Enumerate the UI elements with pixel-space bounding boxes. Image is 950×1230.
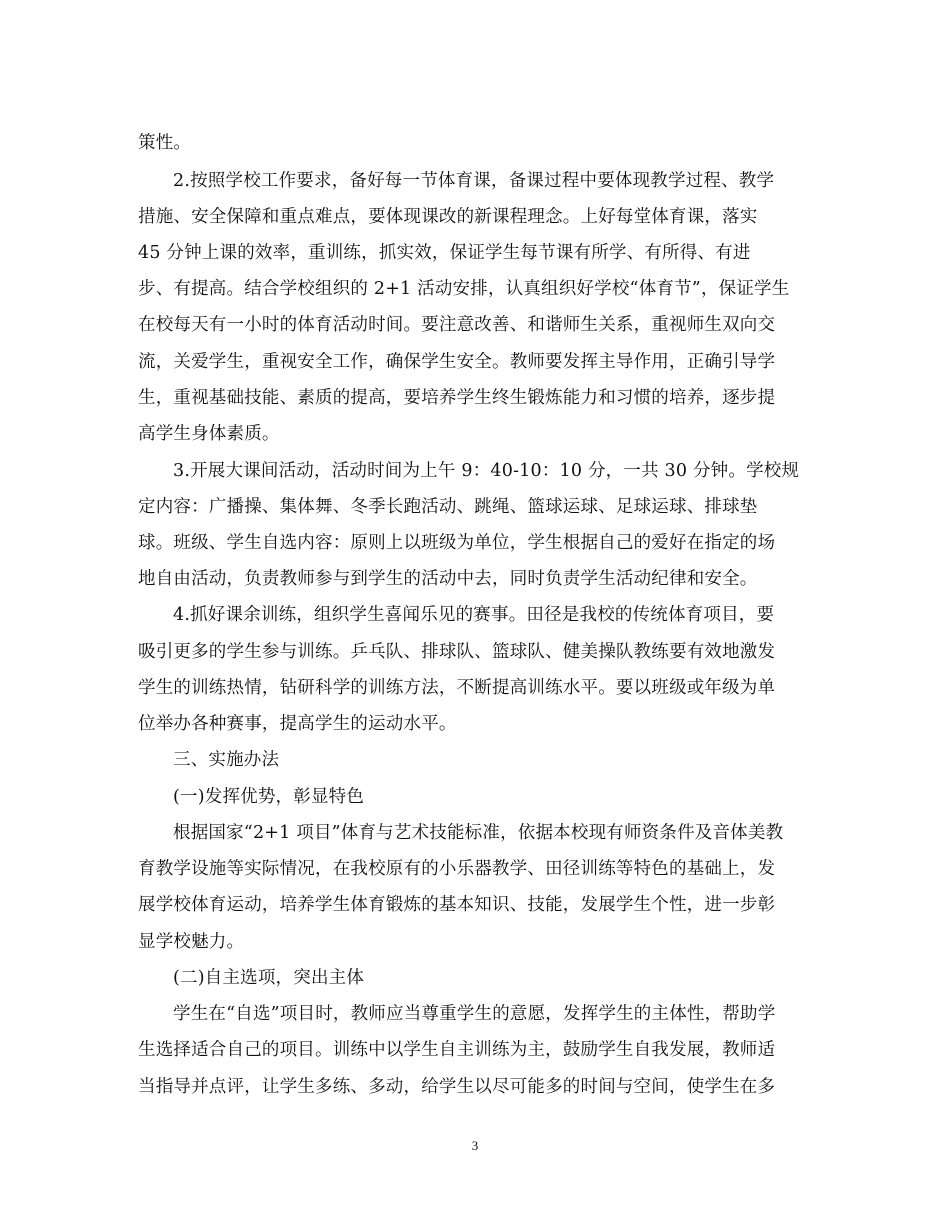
page-number: 3: [471, 1138, 479, 1153]
section-heading: 三、实施办法: [173, 750, 280, 770]
text-line: 根据国家“2+1 项目”体育与艺术技能标准，依据本校现有师资条件及音体美教: [173, 823, 784, 843]
text-line: 定内容：广播操、集体舞、冬季长跑活动、跳绳、篮球运球、足球运球、排球垫: [138, 497, 758, 517]
text-line: 措施、安全保障和重点难点，要体现课改的新课程理念。上好每堂体育课，落实: [138, 207, 758, 227]
text-line: 生选择适合自己的项目。训练中以学生自主训练为主，鼓励学生自我发展，教师适: [138, 1040, 776, 1060]
text-line: 策性。: [138, 133, 192, 153]
text-line: 在校每天有一小时的体育活动时间。要注意改善、和谐师生关系，重视师生双向交: [138, 315, 776, 335]
text-line: 地自由活动，负责教师参与到学生的活动中去，同时负责学生活动纪律和安全。: [138, 569, 758, 589]
text-line: 流，关爱学生，重视安全工作，确保学生安全。教师要发挥主导作用，正确引导学: [138, 352, 776, 372]
text-line: 高学生身体素质。: [138, 424, 280, 444]
text-line: 当指导并点评，让学生多练、多动，给学生以尽可能多的时间与空间，使学生在多: [138, 1077, 776, 1097]
text-line: 育教学设施等实际情况，在我校原有的小乐器教学、田径训练等特色的基础上，发: [138, 859, 776, 879]
text-line: 4.抓好课余训练，组织学生喜闻乐见的赛事。田径是我校的传统体育项目，要: [173, 605, 775, 625]
text-line: 球。班级、学生自选内容：原则上以班级为单位，学生根据自己的爱好在指定的场: [138, 533, 776, 553]
text-line: 学生在“自选”项目时，教师应当尊重学生的意愿，发挥学生的主体性，帮助学: [173, 1004, 776, 1024]
text-line: 展学校体育运动，培养学生体育锻炼的基本知识、技能，发展学生个性，进一步彰: [138, 895, 776, 915]
text-line: 3.开展大课间活动，活动时间为上午 9：40-10：10 分，一共 30 分钟。学校规: [173, 461, 800, 481]
text-line: 45 分钟上课的效率，重训练，抓实效，保证学生每节课有所学、有所得、有进: [138, 243, 751, 263]
text-line: 步、有提高。结合学校组织的 2+1 活动安排，认真组织好学校“体育节”，保证学生: [138, 279, 790, 299]
text-line: 生，重视基础技能、素质的提高，要培养学生终生锻炼能力和习惯的培养，逐步提: [138, 388, 776, 408]
text-line: 2.按照学校工作要求，备好每一节体育课，备课过程中要体现教学过程、教学: [173, 171, 775, 191]
subsection-heading: (一)发挥优势，彰显特色: [173, 787, 365, 807]
text-line: 吸引更多的学生参与训练。乒乓队、排球队、篮球队、健美操队教练要有效地激发: [138, 642, 776, 662]
text-line: 显学校魅力。: [138, 932, 245, 952]
text-line: 位举办各种赛事，提高学生的运动水平。: [138, 714, 457, 734]
text-line: 学生的训练热情，钻研科学的训练方法，不断提高训练水平。要以班级或年级为单: [138, 678, 776, 698]
subsection-heading: (二)自主选项，突出主体: [173, 968, 365, 988]
